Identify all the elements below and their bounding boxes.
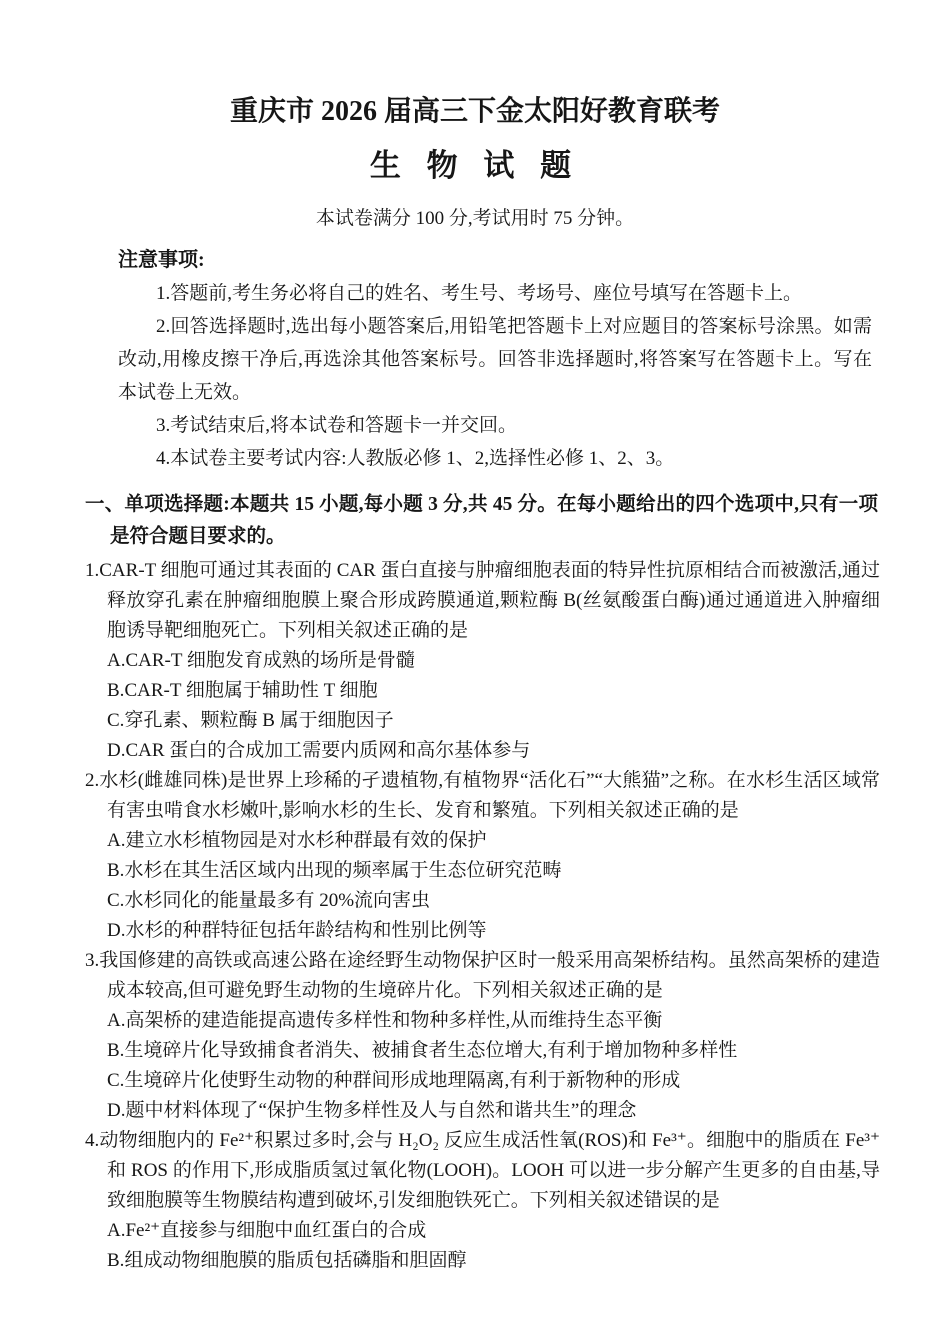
option-d <box>85 916 880 946</box>
option-text: 高架桥的建造能提高遗传多样性和物种多样性,从而维持生态平衡 <box>125 1010 663 1031</box>
question-stem <box>85 1126 880 1216</box>
option-text: 水杉在其生活区域内出现的频率属于生态位研究范畴 <box>124 860 562 881</box>
option-label: B. <box>107 860 125 881</box>
question-stem-text: 水杉(雌雄同株)是世界上珍稀的孑遗植物,有植物界“活化石”“大熊猫”之称。在水杉生活区域常有害虫啃食水杉嫩叶,影响水杉的生长、发育和繁殖。下列相关叙述正确的是 <box>99 770 880 821</box>
option-label: D. <box>107 740 126 761</box>
question-list <box>85 556 880 1276</box>
notice-item-3: 3.考试结束后,将本试卷和答题卡一并交回。 <box>156 415 518 436</box>
option-b <box>85 1246 880 1276</box>
option-a <box>85 646 880 676</box>
option-d <box>85 736 880 766</box>
option-text: Fe²⁺直接参与细胞中血红蛋白的合成 <box>125 1220 427 1241</box>
option-text: 水杉的种群特征包括年龄结构和性别比例等 <box>125 920 487 941</box>
option-label: D. <box>107 1100 126 1121</box>
option-text: 水杉同化的能量最多有 20%流向害虫 <box>124 890 431 911</box>
option-c <box>85 706 880 736</box>
option-a <box>85 1216 880 1246</box>
question-stem-text: 我国修建的高铁或高速公路在途经野生动物保护区时一般采用高架桥结构。虽然高架桥的建造成本较高,但可避免野生动物的生境碎片化。下列相关叙述正确的是 <box>99 950 880 1001</box>
option-label: B. <box>107 1040 125 1061</box>
option-b <box>85 856 880 886</box>
option-a <box>85 826 880 856</box>
option-label: C. <box>107 890 125 911</box>
option-label: A. <box>107 650 126 671</box>
question-number: 2. <box>85 770 100 791</box>
option-label: A. <box>107 1220 126 1241</box>
question-number: 3. <box>85 950 100 971</box>
option-c <box>85 1066 880 1096</box>
option-text: 生境碎片化使野生动物的种群间形成地理隔离,有利于新物种的形成 <box>124 1070 681 1091</box>
notice-heading: 注意事项: <box>118 249 205 271</box>
option-b <box>85 1036 880 1066</box>
option-c <box>85 886 880 916</box>
option-label: B. <box>107 1250 125 1271</box>
exam-subject-title: 生 物 试 题 <box>369 148 581 183</box>
notice-item-2: 2.回答选择题时,选出每小题答案后,用铅笔把答题卡上对应题目的答案标号涂黑。如需改动,用橡皮擦干净后,再选涂其他答案标号。回答非选择题时,将答案写在答题卡上。写在本试卷上无效。 <box>118 316 872 403</box>
option-text: CAR-T 细胞属于辅助性 T 细胞 <box>124 680 378 701</box>
question-stem <box>85 946 880 1006</box>
option-text: 建立水杉植物园是对水杉种群最有效的保护 <box>125 830 487 851</box>
option-label: A. <box>107 1010 126 1031</box>
option-text: 组成动物细胞膜的脂质包括磷脂和胆固醇 <box>124 1250 467 1271</box>
option-text: 题中材料体现了“保护生物多样性及人与自然和谐共生”的理念 <box>125 1100 637 1121</box>
exam-info-line: 本试卷满分 100 分,考试用时 75 分钟。 <box>315 208 635 229</box>
option-label: D. <box>107 920 126 941</box>
question-4 <box>85 1126 880 1276</box>
option-label: A. <box>107 830 126 851</box>
option-text: 穿孔素、颗粒酶 B 属于细胞因子 <box>124 710 394 731</box>
notice-section <box>118 244 872 475</box>
option-text: CAR-T 细胞发育成熟的场所是骨髓 <box>125 650 415 671</box>
question-stem <box>85 556 880 646</box>
question-1 <box>85 556 880 766</box>
exam-title: 重庆市 2026 届高三下金太阳好教育联考 <box>229 96 720 127</box>
question-3 <box>85 946 880 1126</box>
notice-item-1: 1.答题前,考生务必将自己的姓名、考生号、考场号、座位号填写在答题卡上。 <box>156 283 803 304</box>
notice-item-4: 4.本试卷主要考试内容:人教版必修 1、2,选择性必修 1、2、3。 <box>156 448 675 469</box>
question-number: 1. <box>85 560 100 581</box>
question-number: 4. <box>85 1130 100 1151</box>
option-label: C. <box>107 1070 125 1091</box>
option-b <box>85 676 880 706</box>
question-stem-text: 动物细胞内的 Fe²⁺积累过多时,会与 H₂O₂ 反应生成活性氧(ROS)和 Fe³⁺。细胞中的脂质在 Fe³⁺和 ROS 的作用下,形成脂质氢过氧化物(LOOH)。LOOH 可以进一步分解产生更多的自由基,导致细胞膜等生物膜结构遭到破坏,引发细胞铁死亡。下列相关叙述错误的是 <box>99 1130 880 1211</box>
option-text: 生境碎片化导致捕食者消失、被捕食者生态位增大,有利于增加物种多样性 <box>124 1040 738 1061</box>
question-2 <box>85 766 880 946</box>
option-d <box>85 1096 880 1126</box>
question-stem <box>85 766 880 826</box>
option-text: CAR 蛋白的合成加工需要内质网和高尔基体参与 <box>125 740 531 761</box>
option-a <box>85 1006 880 1036</box>
question-stem-text: CAR-T 细胞可通过其表面的 CAR 蛋白直接与肿瘤细胞表面的特异性抗原相结合而被激活,通过释放穿孔素在肿瘤细胞膜上聚合形成跨膜通道,颗粒酶 B(丝氨酸蛋白酶)通过通道进入肿瘤细胞诱导靶细胞死亡。下列相关叙述正确的是 <box>99 560 880 641</box>
option-label: C. <box>107 710 125 731</box>
option-label: B. <box>107 680 125 701</box>
section-heading-single-choice: 一、单项选择题:本题共 15 小题,每小题 3 分,共 45 分。在每小题给出的四个选项中,只有一项是符合题目要求的。 <box>85 494 878 547</box>
